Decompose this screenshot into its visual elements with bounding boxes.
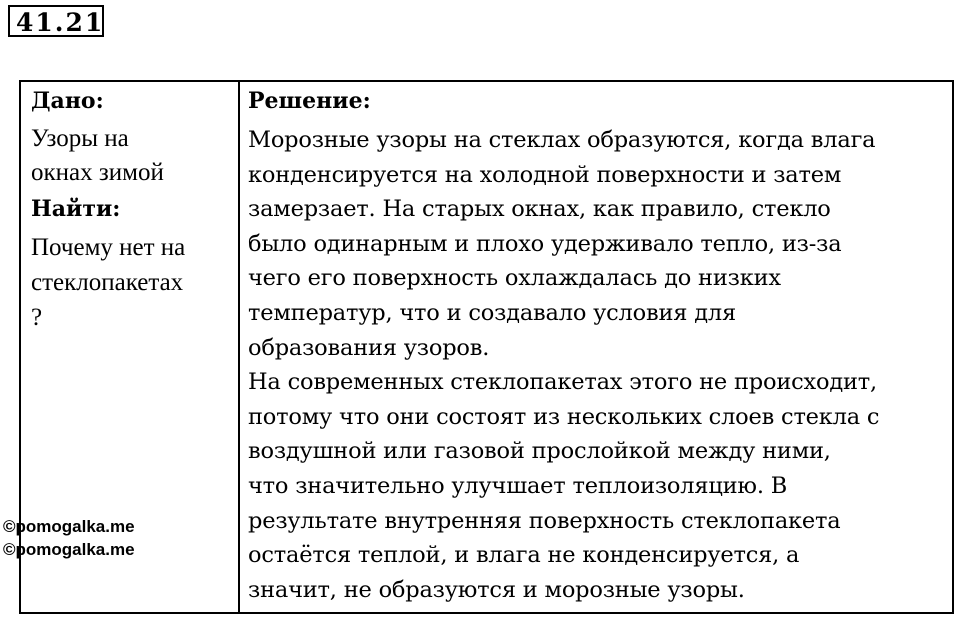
solution-table	[19, 80, 954, 614]
watermark: ©pomogalka.me	[3, 540, 135, 559]
solution-heading: Решение:	[248, 88, 371, 114]
find-text: Почему нет на стеклопакетах ?	[31, 234, 186, 331]
watermark: ©pomogalka.me	[3, 517, 135, 536]
given-text: Узоры на окнах зимой	[31, 125, 164, 186]
find-heading: Найти:	[31, 196, 121, 222]
solution-column	[240, 82, 952, 612]
given-heading: Дано:	[31, 88, 104, 114]
problem-number: 41.21	[8, 5, 104, 37]
solution-text: Морозные узоры на стеклах образуются, когда влага конденсируется на холодной поверхности и затем замерзает. На старых окнах, как правило, стекло было одинарным и плохо удерживало тепло, из-за чего его поверхность охлаждалась до низких температур, что и создавало условия для образования узоров. На современных стеклопакетах этого не происходит, потому что они состоят из нескольких слоев стекла с воздушной или газовой прослойкой между ними, что значительно улучшает теплоизоляцию. В результате внутренняя поверхность стеклопакета остаётся теплой, и влага не конденсируется, а значит, не образуются и морозные узоры.	[248, 127, 880, 603]
